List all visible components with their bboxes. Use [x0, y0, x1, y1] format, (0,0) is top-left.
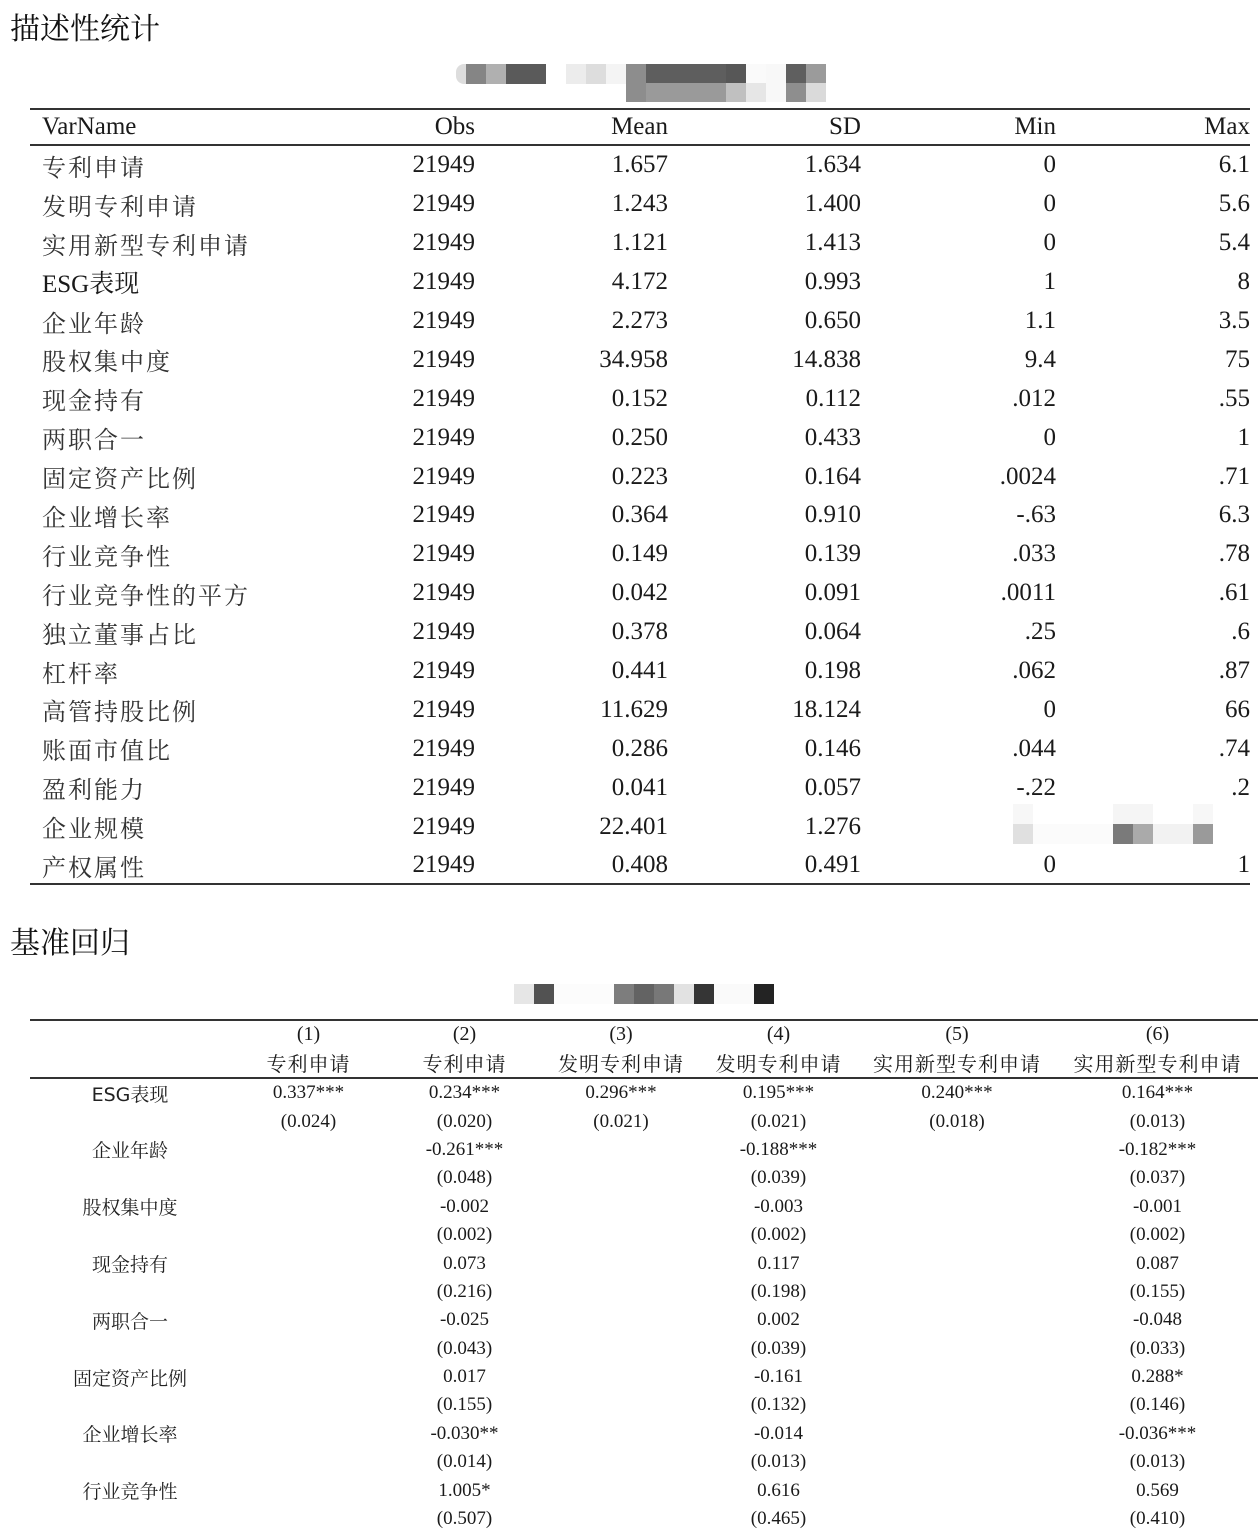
mean-value: 1.121 — [611, 229, 668, 257]
table-row — [30, 302, 1250, 341]
coefficient-cell: 0.616 — [757, 1479, 800, 1501]
obs-value: 21949 — [412, 657, 475, 685]
min-value: 9.4 — [1024, 345, 1056, 373]
obs-value: 21949 — [412, 384, 475, 412]
mean-value: 2.273 — [611, 307, 668, 334]
var-name: 两职合一 — [42, 426, 146, 455]
obs-value: 21949 — [412, 501, 475, 529]
standard-error-row — [30, 1448, 1258, 1476]
coefficient-cell: 0.087 — [1136, 1252, 1179, 1274]
sd-value: 1.400 — [804, 190, 861, 218]
standard-error-cell: (0.020) — [436, 1110, 493, 1132]
min-value: .012 — [1012, 384, 1056, 412]
var-name: 现金持有 — [42, 387, 146, 416]
regression-title: 基准回归 — [10, 926, 130, 961]
obs-value: 21949 — [412, 462, 475, 490]
table-row — [30, 768, 1250, 807]
sd-value: 14.838 — [792, 345, 861, 373]
sd-value: 0.064 — [804, 618, 861, 646]
max-value: 1 — [1237, 851, 1250, 879]
standard-error-cell: (0.146) — [1129, 1394, 1186, 1416]
sd-value: 0.164 — [804, 462, 861, 490]
dependent-variable: 专利申请 — [266, 1051, 351, 1076]
table-row — [30, 340, 1250, 379]
coefficient-cell: 0.569 — [1136, 1479, 1179, 1501]
sd-value: 0.910 — [804, 501, 861, 529]
coefficient-row — [30, 1363, 1258, 1391]
redacted-caption-2 — [514, 984, 774, 1004]
table-bottom-rule — [30, 883, 1250, 885]
dependent-variable-row — [30, 1047, 1258, 1077]
standard-error-cell: (0.198) — [750, 1280, 807, 1302]
variable-name: ESG表现 — [91, 1083, 169, 1106]
coefficient-row — [30, 1249, 1258, 1277]
variable-name: 企业年龄 — [91, 1140, 168, 1163]
var-name: 行业竞争性 — [42, 542, 172, 571]
dependent-variable: 发明专利申请 — [715, 1051, 842, 1076]
standard-error-cell: (0.155) — [436, 1394, 493, 1416]
var-name: 企业规模 — [42, 815, 146, 844]
coefficient-cell: -0.188*** — [739, 1138, 818, 1160]
dependent-variable: 专利申请 — [422, 1051, 507, 1076]
mean-value: 11.629 — [600, 695, 668, 723]
standard-error-cell: (0.013) — [1129, 1451, 1186, 1473]
table-row — [30, 457, 1250, 496]
coefficient-cell: 0.164*** — [1121, 1082, 1194, 1104]
obs-value: 21949 — [412, 229, 475, 257]
table-row — [30, 263, 1250, 302]
standard-error-cell: (0.002) — [436, 1224, 493, 1246]
coefficient-cell: 0.002 — [757, 1309, 800, 1331]
standard-error-cell: (0.002) — [750, 1224, 807, 1246]
coefficient-cell: -0.030** — [430, 1422, 499, 1444]
descriptive-stats-table — [30, 108, 1250, 885]
min-value: -.63 — [1016, 501, 1056, 529]
obs-value: 21949 — [412, 579, 475, 607]
obs-value: 21949 — [412, 307, 475, 334]
mean-value: 0.149 — [611, 540, 668, 568]
min-value: .0024 — [999, 462, 1056, 490]
var-name: 高管持股比例 — [42, 698, 198, 727]
mean-value: 0.152 — [611, 384, 668, 412]
max-value: .87 — [1218, 657, 1250, 685]
standard-error-cell: (0.013) — [1129, 1110, 1186, 1132]
sd-value: 0.198 — [804, 657, 861, 685]
max-value: 5.6 — [1218, 190, 1250, 218]
max-value: .78 — [1218, 540, 1250, 568]
standard-error-cell: (0.155) — [1129, 1280, 1186, 1302]
table-row — [30, 574, 1250, 613]
min-value: 1.1 — [1024, 307, 1056, 334]
standard-error-row — [30, 1335, 1258, 1363]
min-value: .0011 — [1000, 579, 1056, 607]
header-sd: SD — [829, 113, 861, 140]
obs-value: 21949 — [412, 268, 475, 296]
sd-value: 1.276 — [804, 812, 861, 840]
max-value: 3.5 — [1218, 307, 1250, 334]
sd-value: 1.634 — [804, 151, 861, 179]
var-name: 独立董事占比 — [42, 620, 198, 649]
mean-value: 4.172 — [611, 268, 668, 296]
table-row — [30, 690, 1250, 729]
model-number-row — [30, 1021, 1258, 1047]
standard-error-cell: (0.002) — [1129, 1224, 1186, 1246]
table-row — [30, 613, 1250, 652]
coefficient-row — [30, 1476, 1258, 1504]
variable-name: 现金持有 — [91, 1254, 168, 1277]
coefficient-cell: -0.001 — [1132, 1195, 1183, 1217]
min-value: -.22 — [1016, 773, 1056, 801]
var-name: 专利申请 — [42, 153, 146, 182]
standard-error-cell: (0.410) — [1129, 1508, 1186, 1530]
max-value: 1 — [1237, 423, 1250, 451]
variable-name: 企业增长率 — [82, 1424, 178, 1447]
variable-name: 两职合一 — [91, 1310, 168, 1333]
var-name: 产权属性 — [42, 853, 146, 882]
standard-error-cell: (0.018) — [929, 1110, 985, 1132]
table-row — [30, 418, 1250, 457]
mean-value: 0.223 — [611, 462, 668, 490]
coefficient-cell: 0.296*** — [585, 1082, 657, 1104]
var-name: 杠杆率 — [42, 659, 120, 688]
coefficient-cell: -0.161 — [753, 1366, 804, 1388]
sd-value: 0.146 — [804, 734, 861, 762]
obs-value: 21949 — [412, 734, 475, 762]
max-value: 75 — [1225, 345, 1250, 373]
table-row — [30, 652, 1250, 691]
standard-error-cell: (0.216) — [436, 1280, 493, 1302]
coefficient-cell: 0.073 — [443, 1252, 486, 1274]
mean-value: 1.243 — [611, 190, 668, 218]
coefficient-cell: 0.017 — [443, 1366, 486, 1388]
mean-value: 0.250 — [611, 423, 668, 451]
coefficient-cell: -0.025 — [439, 1309, 490, 1331]
standard-error-row — [30, 1278, 1258, 1306]
min-value: 0 — [1043, 190, 1056, 218]
max-value: 8 — [1237, 268, 1250, 296]
coefficient-row — [30, 1079, 1258, 1107]
dependent-variable: 发明专利申请 — [558, 1051, 684, 1076]
standard-error-cell: (0.507) — [436, 1508, 493, 1530]
model-number: (6) — [1145, 1022, 1170, 1045]
standard-error-cell: (0.039) — [750, 1337, 807, 1359]
mean-value: 0.041 — [611, 773, 668, 801]
mean-value: 34.958 — [599, 345, 668, 373]
obs-value: 21949 — [412, 618, 475, 646]
regression-table — [30, 1019, 1258, 1533]
coefficient-cell: -0.014 — [753, 1422, 804, 1444]
var-name: 发明专利申请 — [42, 192, 198, 221]
mean-value: 1.657 — [611, 151, 668, 179]
min-value: .062 — [1012, 657, 1056, 685]
sd-value: 1.413 — [804, 229, 861, 257]
var-name: ESG表现 — [42, 271, 140, 299]
model-number: (4) — [766, 1022, 791, 1045]
obs-value: 21949 — [412, 190, 475, 218]
standard-error-row — [30, 1164, 1258, 1192]
header-min: Min — [1014, 113, 1056, 140]
standard-error-cell: (0.021) — [750, 1110, 807, 1132]
coefficient-cell: 0.195*** — [742, 1082, 815, 1104]
coefficient-cell: -0.036*** — [1118, 1422, 1197, 1444]
table-row — [30, 224, 1250, 263]
min-value: .033 — [1012, 540, 1056, 568]
coefficient-cell: -0.003 — [753, 1195, 804, 1217]
min-value: 0 — [1043, 695, 1056, 723]
max-value: 66 — [1225, 695, 1250, 723]
max-value: .71 — [1218, 462, 1250, 490]
header-max: Max — [1204, 113, 1250, 140]
coefficient-row — [30, 1306, 1258, 1334]
header-mean: Mean — [611, 113, 668, 140]
coefficient-cell: 1.005* — [438, 1479, 491, 1501]
sd-value: 0.091 — [804, 579, 861, 607]
sd-value: 0.057 — [804, 773, 861, 801]
max-value: .2 — [1231, 773, 1250, 801]
coefficient-cell: -0.002 — [439, 1195, 490, 1217]
standard-error-row — [30, 1107, 1258, 1135]
var-name: 企业年龄 — [42, 309, 146, 338]
coefficient-row — [30, 1193, 1258, 1221]
var-name: 固定资产比例 — [42, 465, 198, 494]
sd-value: 0.993 — [804, 268, 861, 296]
mean-value: 22.401 — [599, 812, 668, 840]
coefficient-cell: 0.234*** — [428, 1082, 501, 1104]
table-row — [30, 535, 1250, 574]
table-row — [30, 729, 1250, 768]
dependent-variable: 实用新型专利申请 — [873, 1051, 1041, 1076]
mean-value: 0.378 — [611, 618, 668, 646]
coefficient-cell: 0.288* — [1131, 1366, 1184, 1388]
max-value: .74 — [1218, 734, 1250, 762]
min-value: 0 — [1043, 423, 1056, 451]
max-value: 5.4 — [1218, 229, 1250, 257]
model-number: (2) — [452, 1022, 477, 1045]
header-varname: VarName — [42, 113, 137, 140]
standard-error-cell: (0.021) — [593, 1110, 649, 1132]
max-value: .6 — [1231, 618, 1250, 646]
coefficient-cell: 0.337*** — [272, 1082, 345, 1104]
standard-error-cell: (0.039) — [750, 1167, 807, 1189]
standard-error-cell: (0.014) — [436, 1451, 493, 1473]
var-name: 盈利能力 — [42, 776, 146, 805]
standard-error-cell: (0.048) — [436, 1167, 493, 1189]
standard-error-row — [30, 1391, 1258, 1419]
table-row — [30, 846, 1250, 885]
table-row — [30, 185, 1250, 224]
coefficient-cell: 0.117 — [757, 1252, 800, 1274]
standard-error-cell: (0.013) — [750, 1451, 807, 1473]
max-value: .55 — [1218, 384, 1250, 412]
standard-error-cell: (0.043) — [436, 1337, 493, 1359]
regression-table-body — [30, 1079, 1258, 1533]
dependent-variable: 实用新型专利申请 — [1073, 1051, 1242, 1076]
redacted-cell-overlay — [1013, 804, 1213, 844]
table-row — [30, 146, 1250, 185]
sd-value: 18.124 — [792, 695, 861, 723]
standard-error-row — [30, 1505, 1258, 1533]
obs-value: 21949 — [412, 151, 475, 179]
redacted-caption — [456, 64, 826, 102]
max-value: 6.3 — [1218, 501, 1250, 529]
obs-value: 21949 — [412, 540, 475, 568]
mean-value: 0.042 — [611, 579, 668, 607]
table-header-row — [30, 110, 1250, 144]
obs-value: 21949 — [412, 851, 475, 879]
min-value: .25 — [1024, 618, 1056, 646]
sd-value: 0.139 — [804, 540, 861, 568]
var-name: 行业竞争性的平方 — [42, 581, 250, 610]
descriptive-stats-title: 描述性统计 — [10, 12, 160, 47]
coefficient-cell: 0.240*** — [921, 1082, 993, 1104]
obs-value: 21949 — [412, 812, 475, 840]
mean-value: 0.364 — [611, 501, 668, 529]
variable-name: 股权集中度 — [82, 1197, 178, 1220]
header-obs: Obs — [434, 113, 475, 140]
sd-value: 0.650 — [804, 307, 861, 334]
standard-error-cell: (0.465) — [750, 1508, 807, 1530]
sd-value: 0.433 — [804, 423, 861, 451]
var-name: 账面市值比 — [42, 737, 172, 766]
coefficient-row — [30, 1420, 1258, 1448]
descriptive-table-body — [30, 146, 1250, 885]
standard-error-cell: (0.037) — [1129, 1167, 1186, 1189]
model-number: (1) — [296, 1022, 321, 1045]
obs-value: 21949 — [412, 695, 475, 723]
obs-value: 21949 — [412, 345, 475, 373]
obs-value: 21949 — [412, 423, 475, 451]
var-name: 实用新型专利申请 — [42, 231, 250, 260]
min-value: 1 — [1043, 268, 1056, 296]
variable-name: 行业竞争性 — [82, 1481, 178, 1504]
coefficient-cell: -0.182*** — [1118, 1138, 1197, 1160]
max-value: .61 — [1218, 579, 1250, 607]
mean-value: 0.441 — [611, 657, 668, 685]
max-value: 6.1 — [1218, 151, 1250, 179]
min-value: 0 — [1043, 851, 1056, 879]
coefficient-cell: -0.048 — [1132, 1309, 1183, 1331]
var-name: 企业增长率 — [42, 503, 172, 532]
min-value: 0 — [1043, 229, 1056, 257]
var-name: 股权集中度 — [42, 348, 172, 377]
table-row — [30, 496, 1250, 535]
mean-value: 0.408 — [611, 851, 668, 879]
mean-value: 0.286 — [611, 734, 668, 762]
variable-name: 固定资产比例 — [72, 1367, 187, 1390]
min-value: .044 — [1012, 734, 1056, 762]
standard-error-row — [30, 1221, 1258, 1249]
sd-value: 0.491 — [804, 851, 861, 879]
coefficient-cell: -0.261*** — [425, 1138, 504, 1160]
table-row — [30, 379, 1250, 418]
standard-error-cell: (0.033) — [1129, 1337, 1186, 1359]
sd-value: 0.112 — [805, 384, 861, 412]
coefficient-row — [30, 1136, 1258, 1164]
model-number: (5) — [945, 1022, 969, 1045]
standard-error-cell: (0.132) — [750, 1394, 807, 1416]
model-number: (3) — [609, 1022, 633, 1045]
min-value: 0 — [1043, 151, 1056, 179]
standard-error-cell: (0.024) — [280, 1110, 337, 1132]
obs-value: 21949 — [412, 773, 475, 801]
